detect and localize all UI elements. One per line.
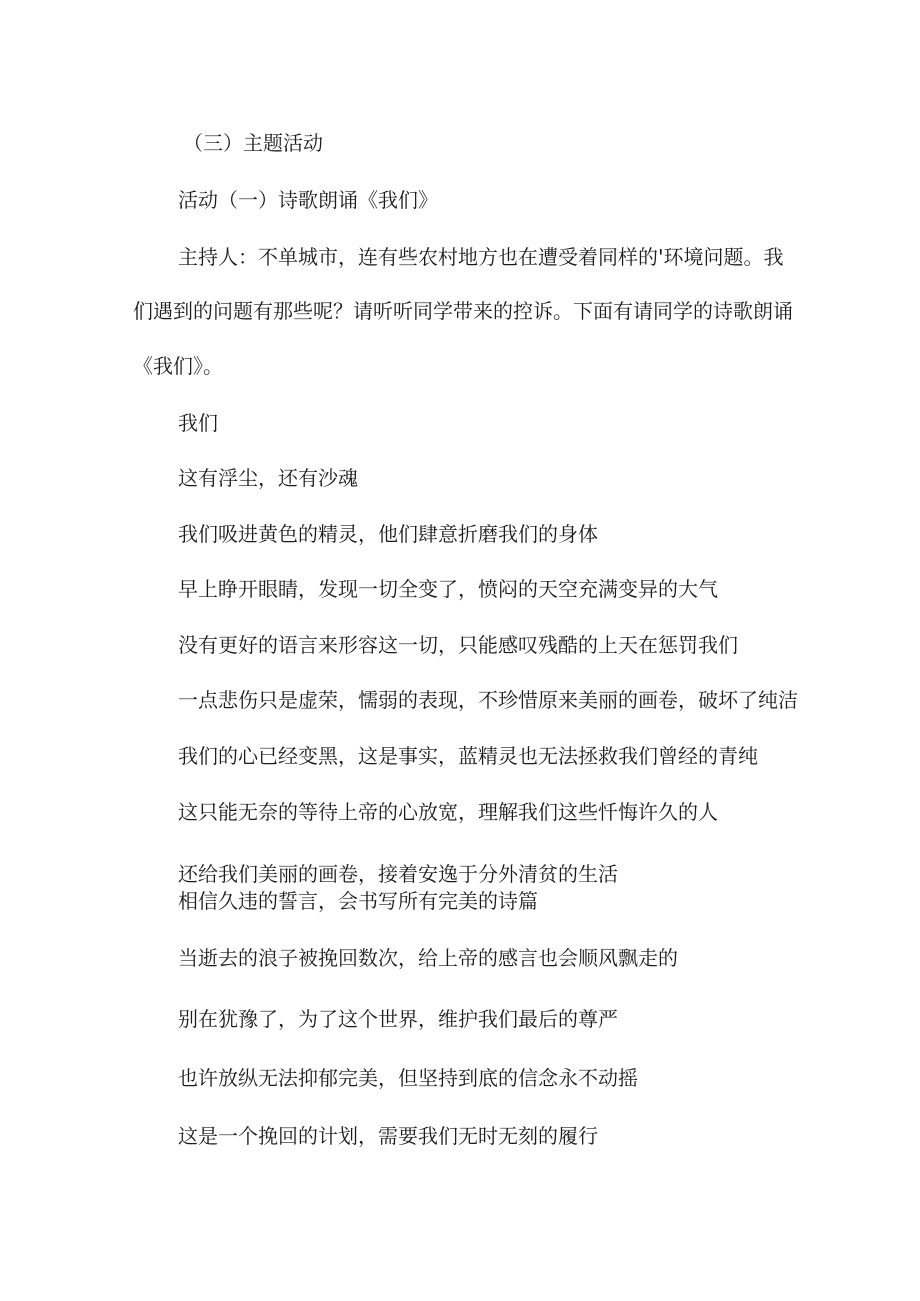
poem-title: 我们 <box>178 411 218 435</box>
poem-line: 这是一个挽回的计划，需要我们无时无刻的履行 <box>178 1124 598 1148</box>
poem-line: 还给我们美丽的画卷，接着安逸于分外清贫的生活 <box>178 862 618 886</box>
activity-title: 活动（一）诗歌朗诵《我们》 <box>178 188 438 212</box>
poem-line: 一点悲伤只是虚荣，懦弱的表现，不珍惜原来美丽的画卷，破坏了纯洁 <box>178 688 798 712</box>
poem-line: 也许放纵无法抑郁完美，但坚持到底的信念永不动摇 <box>178 1066 638 1090</box>
host-intro-line-1: 主持人：不单城市，连有些农村地方也在遭受着同样的'环境问题。我 <box>178 245 784 269</box>
poem-line: 当逝去的浪子被挽回数次，给上帝的感言也会顺风飘走的 <box>178 946 678 970</box>
poem-line: 相信久违的誓言，会书写所有完美的诗篇 <box>178 889 538 913</box>
poem-line: 我们的心已经变黑，这是事实，蓝精灵也无法拯救我们曾经的青纯 <box>178 744 758 768</box>
poem-line: 这只能无奈的等待上帝的心放宽，理解我们这些忏悔许久的人 <box>178 800 718 824</box>
section-heading: （三）主题活动 <box>183 131 323 155</box>
host-intro-line-3: 《我们》。 <box>133 354 223 378</box>
poem-line: 早上睁开眼睛，发现一切全变了，愤闷的天空充满变异的大气 <box>178 577 718 601</box>
host-intro-line-2: 们遇到的问题有那些呢？请听听同学带来的控诉。下面有请同学的诗歌朗诵 <box>133 299 793 323</box>
poem-line: 没有更好的语言来形容这一切，只能感叹残酷的上天在惩罚我们 <box>178 633 738 657</box>
poem-line: 别在犹豫了，为了这个世界，维护我们最后的尊严 <box>178 1007 618 1031</box>
poem-line: 我们吸进黄色的精灵，他们肆意折磨我们的身体 <box>178 522 598 546</box>
poem-line: 这有浮尘，还有沙魂 <box>178 466 358 490</box>
